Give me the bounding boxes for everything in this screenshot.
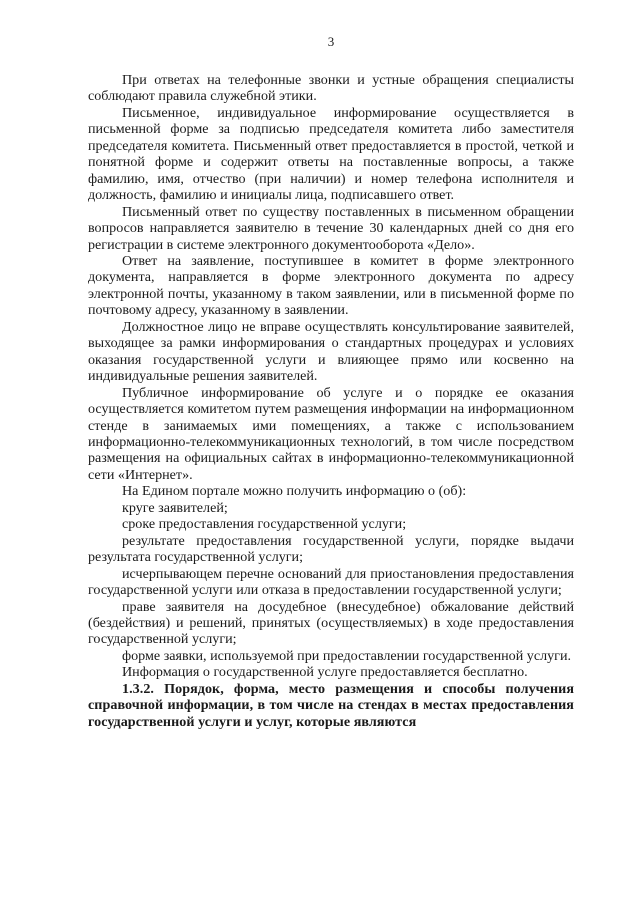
list-item-application-form: форме заявки, используемой при предоставлении государственной услуги. <box>122 647 572 664</box>
page-number: 3 <box>327 34 335 49</box>
section-heading: 1.3.2. Порядок, форма, место размещения и способы получения справочной информации, в том числе на стендах в местах предоставления государственной услуги и услуг, которые являются <box>88 680 574 730</box>
paragraph-portal-intro: На Едином портале можно получить информацию о (об): <box>122 483 467 500</box>
list-item-applicants: круге заявителей; <box>122 499 228 516</box>
paragraph-written-informing: Письменное, индивидуальное информирование осуществляется в письменной форме за подписью председателя комитета либо заместителя председателя комитета. Письменный ответ предоставляется в простой, четкой и понятной форме и содержит ответы на поставленные вопросы, а также фамилию, имя, отчество (при наличии) и номер телефона исполнителя и должность, фамилию и инициалы лица, подписавшего ответ. <box>88 104 574 204</box>
list-item-appeal: праве заявителя на досудебное (внесудебное) обжалование действий (бездействия) и решений, принятых (осуществляемых) в ходе предоставления государственной услуги; <box>88 598 574 648</box>
paragraph-electronic-answer: Ответ на заявление, поступившее в комитет в форме электронного документа, направляется в форме электронного документа по адресу электронной почты, указанному в таком заявлении, или в письменной форме по почтовому адресу, указанному в заявлении. <box>88 252 574 319</box>
paragraph-public-informing: Публичное информирование об услуге и о порядке ее оказания осуществляется комитетом путем размещения информации на информационном стенде в занимаемых ими помещениях, а также с использованием информационно-телекоммуникационных технологий, в том числе посредством размещения на официальных сайтах в информационно-телекоммуникационной сети «Интернет». <box>88 384 574 483</box>
list-item-grounds: исчерпывающем перечне оснований для приостановления предоставления государственной услуги или отказа в предоставлении государственной услуги; <box>88 565 574 599</box>
paragraph-free-of-charge: Информация о государственной услуге предоставляется бесплатно. <box>122 664 528 681</box>
paragraph-written-answer-deadline: Письменный ответ по существу поставленных в письменном обращении вопросов направляется заявителю в течение 30 календарных дней со дня его регистрации в системе электронного документооборота «Дело». <box>88 203 574 253</box>
document-page <box>88 34 574 730</box>
paragraph-consulting-restriction: Должностное лицо не вправе осуществлять консультирование заявителей, выходящее за рамки информирования о стандартных процедурах и условиях оказания государственной услуги и влияющее прямо или косвенно на индивидуальные решения заявителей. <box>88 318 574 385</box>
list-item-term: сроке предоставления государственной услуги; <box>122 516 407 533</box>
list-item-result: результате предоставления государственной услуги, порядке выдачи результата государственной услуги; <box>88 532 574 566</box>
paragraph-ethics: При ответах на телефонные звонки и устные обращения специалисты соблюдают правила служебной этики. <box>88 72 574 105</box>
